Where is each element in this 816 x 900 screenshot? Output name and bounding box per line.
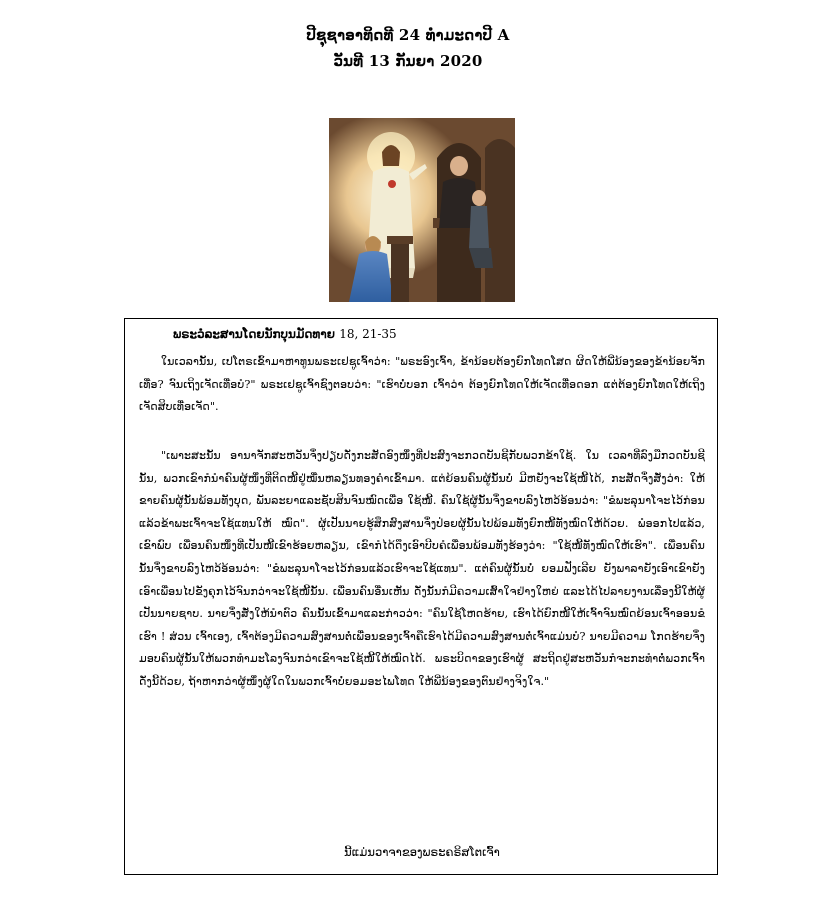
confession-illustration <box>329 118 515 302</box>
date-line: ວັນທີ 13 ກັນຍາ 2020 <box>333 52 483 70</box>
gospel-verses: 18, 21-35 <box>339 327 397 341</box>
gospel-source: ພຣະວໍລະສານໂດຍນັກບຸນມັດທາຍ <box>173 327 335 341</box>
liturgical-title: ປີຊຸຊາອາທິດທີ 24 ທຳມະດາປີ A <box>306 26 510 44</box>
document-header <box>0 22 816 74</box>
gospel-paragraph-2: "ເພາະສະນັ້ນ ອານາຈັກສະຫວັນຈຶ່ງປຽບດັ່ງກະສັດອົງໜຶ່ງທີ່ປະສົງຈະກວດບັນຊີກັບພວກຂ້າໃຊ້. ໃນ ເວລາທີ່ລົງມືກວດບັນຊີນັ້ນ, ພວກເຂົາກໍນຳຄົນຜູ້ໜຶ່ງທີ່ຕິດໜີ້ຢູ່ໝື່ນຫລຽນທອງຄຳເຂົ້າມາ. ແຕ່ຍ້ອນຄົນຜູ້ນັ້ນບໍ່ ມີຫຍັງຈະໃຊ້ໜີ້ໄດ້, ກະສັດຈຶ່ງສັ່ງວ່າ: ໃຫ້ຂາຍຄົນຜູ້ນັ້ນພ້ອມທັງບຸດ, ພັນລະຍາແລະຊັບສິນຈົນໝົດເພື່ອ ໃຊ້ໜີ້. ຄົນໃຊ້ຜູ້ນັ້ນຈຶ່ງຂາບລົງໄຫວ້ອ້ອນວ່າ: "ຂໍພະລຸນາໂຈະໄວ້ກ່ອນ ແລ້ວຂ້າພະເຈົ້າຈະໃຊ້ແທນໃຫ້ ໝົດ". ຜູ້ເປັນນາຍຮູ້ສຶກສົງສານຈຶ່ງປ່ອຍຜູ້ນັ້ນໄປພ້ອມທັງຍົກໜີ້ທັງໝົດໃຫ້ດ້ວຍ. ພໍອອກໄປແລ້ວ, ເຂົາພົບ ເພື່ອນຄົນໜຶ່ງທີ່ເປັນໜີ້ເຂົາຮ້ອຍຫລຽນ, ເຂົາກໍໄດ້ດຶງເອົາບີບຄໍເພື່ອນພ້ອມທັງຮ້ອງວ່າ: "ໃຊ້ໜີ້ທັງໝົດໃຫ້ເຮົາ". ເພື່ອນຄົນນັ້ນຈຶ່ງຂາບລົງໄຫວ້ອ້ອນວ່າ: "ຂໍພະລຸນາໂຈະໄວ້ກ່ອນແລ້ວເຮົາຈະໃຊ້ແທນ". ແຕ່ຄົນຜູ້ນັ້ນບໍ່ ຍອມຟັງເລີຍ ຍັງພາລາຍັງເອົາເຂົາຍັງເອົາເພື່ອນໄປຂັງຄຸກໄວ້ຈົນກວ່າຈະໃຊ້ໜີ້ນັ້ນ. ເພື່ອນຄົນອື່ນເຫັນ ດັ່ງນັ້ນກໍມີຄວາມເສົ້າໃຈຢ່າງໃຫຍ່ ແລະໄດ້ໄປລາຍງານເລື່ອງນີ້ໃຫ້ຜູ້ເປັນນາຍຊາບ. ນາຍຈຶ່ງສັ່ງໃຫ້ນຳຕົວ ຄົນນັ້ນເຂົ້າມາແລະກ່າວວ່າ: "ຄົນໃຊ້ໂຫດຮ້າຍ, ເຮົາໄດ້ຍົກໜີ້ໃຫ້ເຈົ້າຈົນໝົດຍ້ອນເຈົ້າອອນຂໍເຮົາ ! ສ່ວນ ເຈົ້າເອງ, ເຈົ້າຕ້ອງມີຄວາມສົງສານຕໍ່ເພື່ອນຂອງເຈົ້າຄືເຮົາໄດ້ມີຄວາມສົງສານຕໍ່ເຈົ້າແມ່ນບໍ? ນາຍມີຄວາມ ໂກດຮ້າຍຈຶ່ງມອບຄົນຜູ້ນັ້ນໃຫ້ພວກທຳມະໂລງຈົນກວ່າເຂົາຈະໃຊ້ໜີ້ໃຫ້ໝົດໄດ້. ພຣະບິດາຂອງເຮົາຜູ້ ສະຖິດຢູ່ສະຫວັນກໍຈະກະທຳຕໍ່ພວກເຈົ້າດັ່ງນີ້ດ້ວຍ, ຖ້າຫາກວ່າຜູ້ໜຶ່ງຜູ້ໃດໃນພວກເຈົ້າບໍ່ຍອມອະໄພໂທດ ໃຫ້ພີ່ນ້ອງຂອງຕົນຢ່າງຈິງໃຈ." <box>139 449 705 688</box>
gospel-closing: ນີ້ແມ່ນວາຈາຂອງພຣະຄຣິສໂຕເຈົ້າ <box>344 845 500 859</box>
gospel-reading-box <box>124 318 718 875</box>
gospel-reference <box>173 327 397 341</box>
gospel-paragraph-1: ໃນເວລານັ້ນ, ເປໂຕຣເຂົ້າມາຫາທູນພຣະເຢຊູເຈົ້າວ່າ: "ພຣະອົງເຈົ້າ, ຂ້ານ້ອຍຕ້ອງຍົກໂທດໂສດ ຜິດໃຫ້ພີ່ນ້ອງຂອງຂ້ານ້ອຍຈັກເທື່ອ? ຈົນເຖິງເຈັດເທື່ອບໍ?" ພຣະເຢຊູເຈົ້າຊົງຕອບວ່າ: "ເຮົາບໍ່ບອກ ເຈົ້າວ່າ ຕ້ອງຍົກໂທດໃຫ້ເຈັດເທື່ອດອກ ແຕ່ຕ້ອງຍົກໂທດໃຫ້ເຖິງເຈັດສິບເທື່ອເຈັດ". <box>139 355 705 414</box>
